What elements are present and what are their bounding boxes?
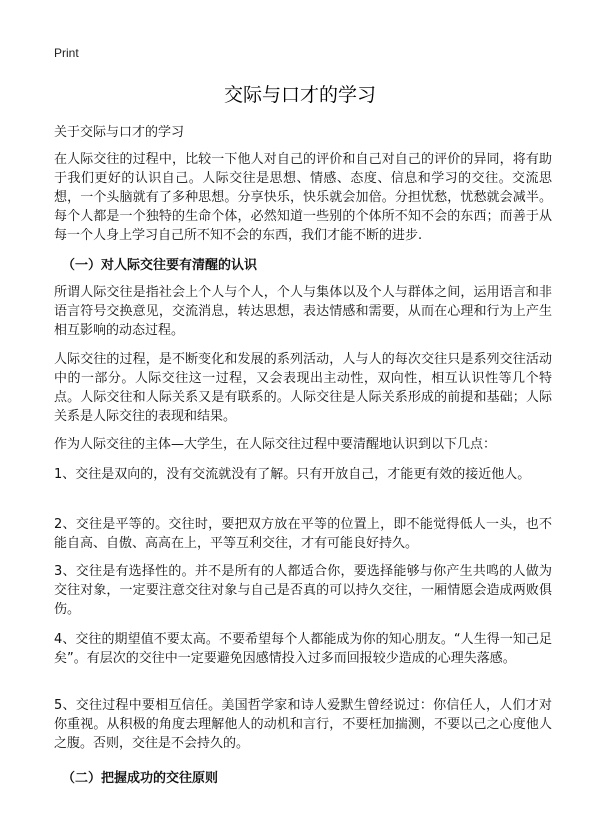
section-1-paragraph-2: 人际交往的过程，是不断变化和发展的系列活动，人与人的每次交往只是系列交往活动中的一部分。人际交往这一过程，又会表现出主动性，双向性，相互认识性等几个特点。人际交往和人际关系又是有联系的。人际交往是人际关系形成的前提和基础；人际关系是人际交往的表现和结果。 <box>54 352 552 424</box>
point-item-4: 4、交往的期望值不要太高。不要希望每个人都能成为你的知心朋友。“人生得一知己足矣”。有层次的交往中一定要避免因感情投入过多而回报较少造成的心理失落感。 <box>54 632 552 666</box>
point-item-5: 5、交往过程中要相互信任。美国哲学家和诗人爱默生曾经说过：你信任人，人们才对你重视。从积极的角度去理解他人的动机和言行，不要枉加揣测，不要以己之心度他人之腹。否则，交往是不会持久的。 <box>54 698 552 751</box>
print-label[interactable]: Print <box>54 46 79 60</box>
point-item-3: 3、交往是有选择性的。并不是所有的人都适合你，要选择能够与你产生共鸣的人做为交往对象，一定要注意交往对象与自己是否真的可以持久交往，一厢情愿会造成两败俱伤。 <box>54 564 552 617</box>
intro-paragraph: 在人际交往的过程中，比较一下他人对自己的评价和自己对自己的评价的异同，将有助于我们更好的认识自己。人际交往是思想、情感、态度、信息和学习的交往。交流思想，一个头脑就有了多种思想。分享快乐，快乐就会加倍。分担忧愁，忧愁就会减半。每个人都是一个独特的生命个体，必然知道一些别的个体所不知不会的东西；而善于从每一个人身上学习自己所不知不会的东西，我们才能不断的进步. <box>54 152 552 243</box>
point-item-1: 1、交往是双向的，没有交流就没有了解。只有开放自己，才能更有效的接近他人。 <box>54 467 531 482</box>
point-item-2: 2、交往是平等的。交往时，要把双方放在平等的位置上，即不能觉得低人一头，也不能自高、自傲、高高在上，平等互利交往，才有可能良好持久。 <box>54 517 552 551</box>
section-2-heading: （二）把握成功的交往原则 <box>62 771 219 786</box>
section-1-paragraph-1: 所谓人际交往是指社会上个人与个人，个人与集体以及个人与群体之间，运用语言和非语言符号交换意见，交流消息，转达思想，表达情感和需要，从而在心理和行为上产生相互影响的动态过程。 <box>54 285 552 338</box>
section-1-heading: （一）对人际交往要有清醒的认识 <box>62 258 258 273</box>
document-subtitle: 关于交际与口才的学习 <box>54 125 185 140</box>
document-title: 交际与口才的学习 <box>223 84 376 106</box>
section-1-paragraph-3: 作为人际交往的主体—大学生，在人际交往过程中要清醒地认识到以下几点： <box>54 437 497 452</box>
